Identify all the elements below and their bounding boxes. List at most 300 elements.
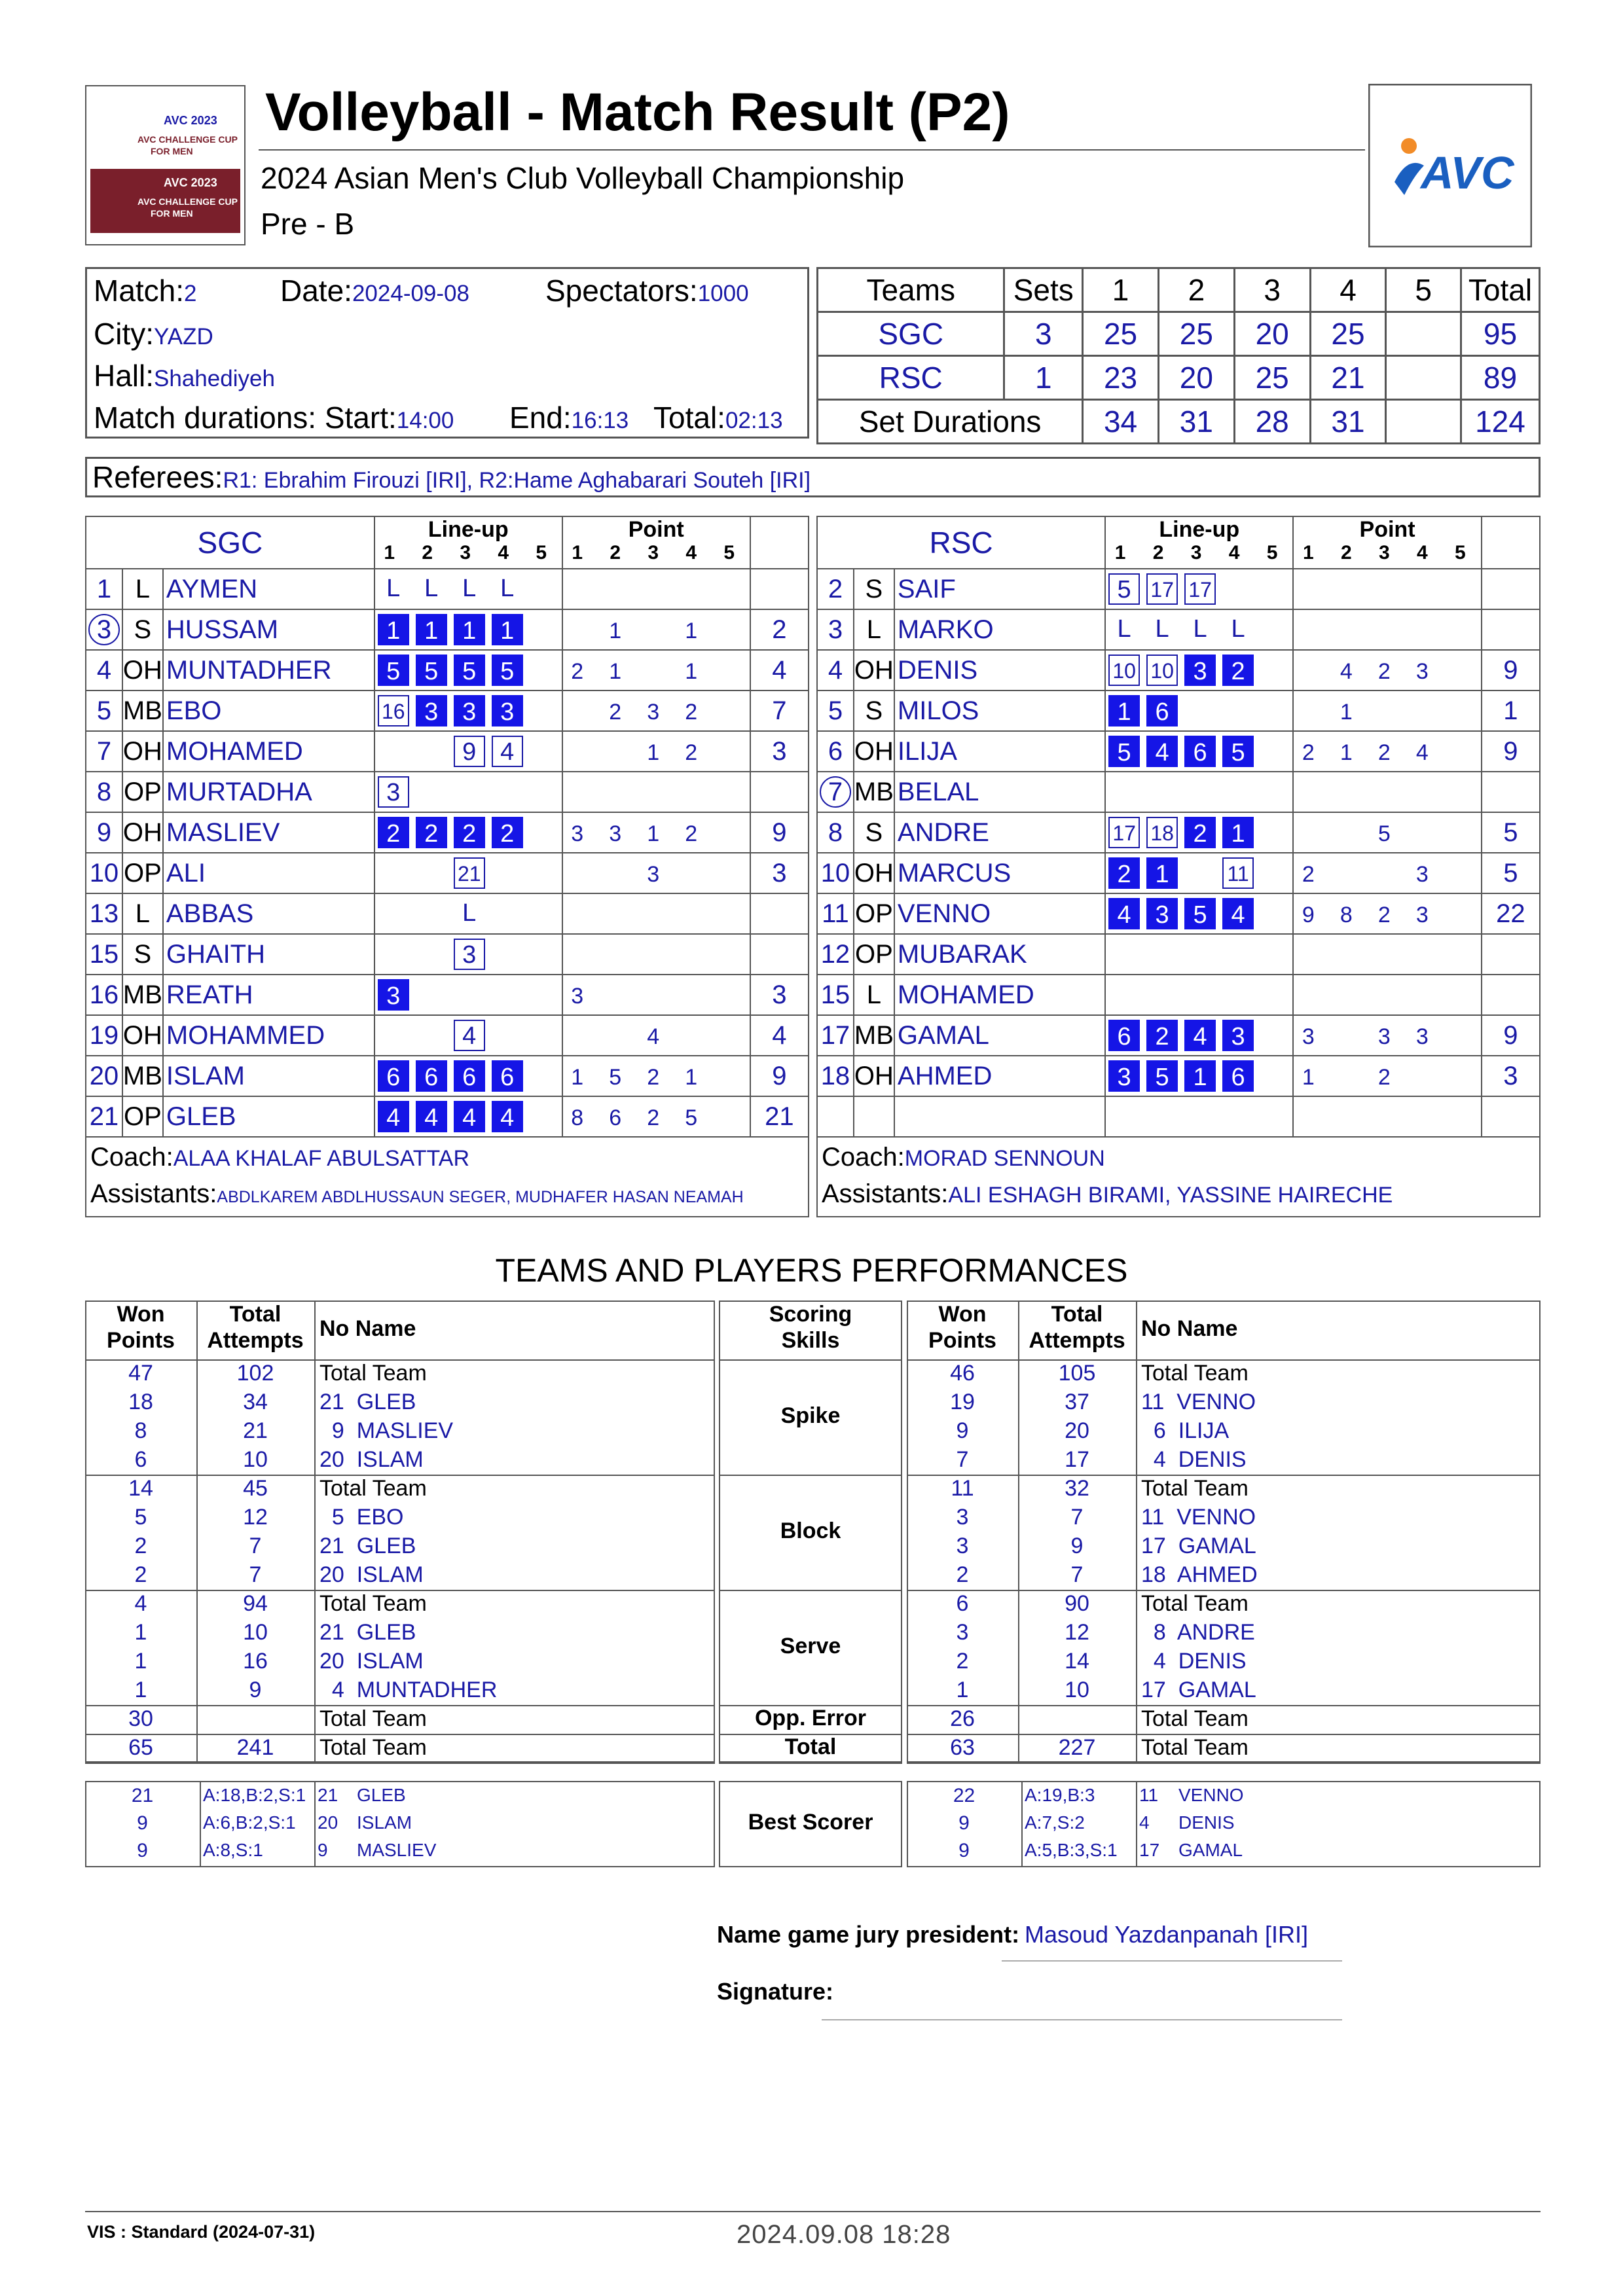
best-breakdown: A:8,S:1 — [203, 1840, 263, 1860]
player-number: 16 — [86, 975, 122, 1015]
set-score: 25 — [1234, 356, 1310, 400]
lineup-position: 4 — [492, 1101, 523, 1132]
lineup-position: 5 — [1184, 898, 1216, 929]
lineup-position: 6 — [1108, 1020, 1140, 1051]
lineup-position: 3 — [1222, 1020, 1254, 1051]
set-points — [562, 934, 750, 975]
player-position: OH — [122, 812, 163, 853]
set-point-value: 3 — [1415, 903, 1429, 927]
set-point-value: 9 — [1302, 903, 1315, 927]
set-point-value: 3 — [647, 862, 660, 887]
col-set4: 4 — [1310, 268, 1386, 312]
player-row — [817, 609, 1540, 650]
player-total: 1 — [1482, 691, 1540, 731]
best-breakdown: A:19,B:3 — [1025, 1785, 1095, 1805]
best-name: GAMAL — [1178, 1840, 1243, 1860]
set-point-value: 8 — [571, 1105, 584, 1130]
set-durations-label: Set Durations — [818, 400, 1083, 444]
round-name: Pre - B — [261, 207, 355, 241]
player-row — [817, 934, 1540, 975]
set-number: 4 — [1228, 542, 1240, 564]
player-label: 20 ISLAM — [319, 1447, 424, 1472]
player-name: MOHAMED — [163, 731, 374, 772]
perf-col-rule — [1021, 1781, 1023, 1867]
set-score-table — [816, 267, 1541, 444]
lineup-cells — [374, 650, 562, 691]
lineup-position: 11 — [1222, 857, 1254, 889]
lineup-position: 3 — [378, 979, 409, 1011]
player-total — [1482, 609, 1540, 650]
player-position: OH — [854, 731, 894, 772]
assistants-name: ABDLKAREM ABDLHUSSAUN SEGER, MUDHAFER HASAN NEAMAH — [217, 1188, 744, 1206]
player-row — [817, 893, 1540, 934]
total-attempts: 37 — [1065, 1390, 1089, 1414]
set-points — [1293, 691, 1481, 731]
player-name: BELAL — [894, 772, 1105, 812]
won-points: 4 — [134, 1591, 147, 1616]
best-scorer-label: Best Scorer — [748, 1810, 873, 1835]
player-number: 13 — [86, 893, 122, 934]
player-name: AYMEN — [163, 569, 374, 609]
player-label: 4 DENIS — [1141, 1649, 1247, 1674]
player-number: 1 — [86, 569, 122, 609]
player-number: 19 — [86, 1015, 122, 1056]
won-header: Won — [938, 1302, 987, 1327]
won-points: 19 — [950, 1390, 975, 1414]
player-row — [86, 975, 809, 1015]
player-name: MUBARAK — [894, 934, 1105, 975]
lineup-cells — [1105, 650, 1293, 691]
page-title: Volleyball - Match Result (P2) — [265, 82, 1010, 142]
player-name: MARCUS — [894, 853, 1105, 893]
player-label: Total Team — [1141, 1735, 1249, 1760]
set-point-value: 2 — [685, 700, 698, 725]
player-position: L — [122, 893, 163, 934]
set-number: 4 — [1417, 542, 1428, 564]
set-point-value: 5 — [609, 1065, 622, 1090]
col-set1: 1 — [1083, 268, 1159, 312]
lineup-position: L — [462, 575, 477, 602]
total-duration: 124 — [1461, 400, 1539, 444]
lineup-position: 4 — [378, 1101, 409, 1132]
lineup-cells — [374, 1096, 562, 1137]
set-score — [1386, 356, 1461, 400]
player-label: Total Team — [319, 1361, 427, 1386]
player-total — [1482, 934, 1540, 975]
best-name: ISLAM — [357, 1812, 412, 1833]
lineup-position: 3 — [454, 939, 485, 970]
player-name: SAIF — [894, 569, 1105, 609]
signature-line — [822, 2019, 1342, 2020]
player-row — [817, 691, 1540, 731]
won-points: 26 — [950, 1706, 975, 1731]
total-attempts: 7 — [249, 1534, 262, 1558]
player-number: 8 — [817, 812, 854, 853]
perf-col-rule — [314, 1300, 316, 1763]
set-durations-row — [818, 400, 1540, 444]
won-header: Points — [107, 1328, 175, 1353]
player-name: GLEB — [163, 1096, 374, 1137]
lineup-position: 1 — [454, 614, 485, 645]
roster-sgc — [85, 516, 809, 1217]
lineup-cells — [1105, 853, 1293, 893]
won-points: 8 — [134, 1418, 147, 1443]
player-position: MB — [122, 975, 163, 1015]
player-total: 9 — [1482, 1015, 1540, 1056]
set-points — [562, 1056, 750, 1096]
lineup-position: 1 — [1184, 1060, 1216, 1092]
won-points: 18 — [128, 1390, 153, 1414]
player-row — [86, 1015, 809, 1056]
set-points — [562, 853, 750, 893]
lineup-position: 18 — [1146, 817, 1178, 848]
player-position: S — [854, 569, 894, 609]
player-total — [1482, 1096, 1540, 1137]
match-label: Match: — [94, 274, 185, 308]
set-number: 2 — [610, 542, 621, 564]
player-total — [1482, 975, 1540, 1015]
set-duration: 31 — [1310, 400, 1386, 444]
start-time: 14:00 — [396, 408, 454, 433]
print-timestamp: 2024.09.08 18:28 — [737, 2220, 951, 2249]
player-name: GAMAL — [894, 1015, 1105, 1056]
player-number: 20 — [86, 1056, 122, 1096]
lineup-position: 5 — [454, 655, 485, 686]
player-position: S — [854, 812, 894, 853]
lineup-position: 10 — [1146, 655, 1178, 686]
set-points — [562, 731, 750, 772]
perf-col-rule — [200, 1781, 201, 1867]
lineup-cells — [374, 812, 562, 853]
player-number: 10 — [817, 853, 854, 893]
player-number: 21 — [86, 1096, 122, 1137]
lineup-position: 5 — [492, 655, 523, 686]
sets-won: 1 — [1004, 356, 1083, 400]
set-point-value: 2 — [1377, 659, 1391, 684]
lineup-position: 6 — [1184, 736, 1216, 767]
won-points: 30 — [128, 1706, 153, 1731]
set-point-value: 1 — [685, 659, 698, 684]
player-total: 9 — [1482, 650, 1540, 691]
roster-team-name: RSC — [817, 516, 1105, 569]
point-header — [562, 516, 750, 569]
footer-divider — [85, 2211, 1541, 2212]
won-header: Won — [117, 1302, 165, 1327]
player-label: 9 MASLIEV — [319, 1418, 454, 1443]
player-label: 20 ISLAM — [319, 1649, 424, 1674]
set-point-value: 2 — [685, 740, 698, 765]
lineup-cells — [1105, 893, 1293, 934]
player-label: 4 MUNTADHER — [319, 1677, 498, 1702]
coach-name: MORAD SENNOUN — [904, 1146, 1105, 1171]
player-label: 18 AHMED — [1141, 1562, 1258, 1587]
player-name: HUSSAM — [163, 609, 374, 650]
player-total: 3 — [1482, 1056, 1540, 1096]
total-attempts: 20 — [1065, 1418, 1089, 1443]
set-points — [1293, 772, 1481, 812]
player-position — [854, 1096, 894, 1137]
won-points: 63 — [950, 1735, 975, 1760]
won-points: 11 — [951, 1476, 974, 1501]
player-name: ILIJA — [894, 731, 1105, 772]
lineup-label: Line-up — [428, 517, 509, 542]
set-number: 3 — [460, 542, 471, 564]
lineup-cells — [374, 1056, 562, 1096]
lineup-position: 5 — [1108, 736, 1140, 767]
player-total: 3 — [750, 975, 809, 1015]
set-points — [562, 975, 750, 1015]
set-number: 2 — [1152, 542, 1164, 564]
attempts-header: Total — [1051, 1302, 1103, 1327]
col-total: Total — [1461, 268, 1539, 312]
player-row — [86, 812, 809, 853]
player-name: VENNO — [894, 893, 1105, 934]
player-row — [86, 731, 809, 772]
end-label: End: — [509, 401, 572, 435]
best-number: 11 — [1139, 1785, 1159, 1805]
score-row-sgc — [818, 312, 1540, 356]
total-attempts: 14 — [1065, 1649, 1089, 1674]
player-label: Total Team — [1141, 1476, 1249, 1501]
lineup-position: 3 — [1146, 898, 1178, 929]
set-point-value: 1 — [609, 619, 622, 643]
best-number: 17 — [1139, 1840, 1160, 1860]
coach-label: Coach: — [822, 1143, 905, 1172]
lineup-position: 4 — [416, 1101, 447, 1132]
city-label: City: — [94, 317, 154, 351]
player-label: 17 GAMAL — [1141, 1534, 1256, 1558]
set-number: 5 — [536, 542, 547, 564]
coach-box — [816, 1138, 1541, 1217]
match-date: 2024-09-08 — [352, 281, 469, 306]
player-label: 21 GLEB — [319, 1390, 416, 1414]
player-position: L — [122, 569, 163, 609]
set-points — [562, 772, 750, 812]
skill-header: Scoring — [769, 1302, 852, 1327]
lineup-header — [374, 516, 562, 569]
set-point-value: 3 — [1415, 862, 1429, 887]
player-number: 11 — [817, 893, 854, 934]
player-total: 5 — [1482, 812, 1540, 853]
player-label: Total Team — [319, 1706, 427, 1731]
total-attempts: 16 — [243, 1649, 268, 1674]
player-row — [817, 1096, 1540, 1137]
set-score: 25 — [1310, 312, 1386, 356]
won-points: 1 — [134, 1620, 147, 1645]
lineup-position: 4 — [492, 736, 523, 767]
player-total — [750, 893, 809, 934]
perf-rule — [719, 1359, 902, 1361]
player-position: MB — [854, 772, 894, 812]
won-points: 5 — [134, 1505, 147, 1530]
total-attempts: 90 — [1065, 1591, 1089, 1616]
player-row — [86, 772, 809, 812]
svg-text:AVC 2023: AVC 2023 — [164, 176, 217, 189]
lineup-cells — [374, 975, 562, 1015]
coach-label: Coach: — [90, 1143, 173, 1172]
set-points — [1293, 1096, 1481, 1137]
set-duration — [1386, 400, 1461, 444]
player-position: S — [854, 691, 894, 731]
score-row-rsc — [818, 356, 1540, 400]
best-points: 9 — [958, 1840, 970, 1861]
won-points: 47 — [128, 1361, 153, 1386]
set-point-value: 2 — [685, 821, 698, 846]
set-point-value: 5 — [1377, 821, 1391, 846]
player-number: 10 — [86, 853, 122, 893]
set-point-value: 2 — [1377, 1065, 1391, 1090]
lineup-position: 6 — [416, 1060, 447, 1092]
lineup-cells — [1105, 975, 1293, 1015]
set-points — [562, 609, 750, 650]
best-points: 9 — [137, 1840, 148, 1861]
lineup-position: 4 — [1222, 898, 1254, 929]
player-name: MUNTADHER — [163, 650, 374, 691]
player-total: 7 — [750, 691, 809, 731]
player-position: L — [854, 975, 894, 1015]
player-number: 17 — [817, 1015, 854, 1056]
perf-col-rule — [1136, 1300, 1137, 1763]
set-score — [1386, 312, 1461, 356]
col-set2: 2 — [1158, 268, 1234, 312]
player-name: ALI — [163, 853, 374, 893]
lineup-cells — [1105, 609, 1293, 650]
won-points: 14 — [128, 1476, 153, 1501]
skill-name: Opp. Error — [754, 1706, 867, 1731]
set-point-value: 5 — [685, 1105, 698, 1130]
player-total — [1482, 772, 1540, 812]
player-position: OP — [122, 853, 163, 893]
player-position: OH — [854, 650, 894, 691]
player-name: GHAITH — [163, 934, 374, 975]
best-points: 21 — [131, 1785, 154, 1806]
total-attempts: 45 — [243, 1476, 268, 1501]
won-points: 65 — [128, 1735, 153, 1760]
lineup-position: 2 — [1146, 1020, 1178, 1051]
roster-team-name: SGC — [86, 516, 374, 569]
lineup-position: 2 — [454, 817, 485, 848]
match-info-box — [85, 267, 809, 439]
lineup-position: 6 — [454, 1060, 485, 1092]
set-points — [1293, 609, 1481, 650]
total-attempts: 94 — [243, 1591, 268, 1616]
lineup-position: 3 — [416, 695, 447, 726]
total-attempts: 7 — [1070, 1562, 1084, 1587]
set-point-value: 2 — [1302, 862, 1315, 887]
lineup-cells — [374, 853, 562, 893]
set-number: 3 — [1379, 542, 1390, 564]
player-label: Total Team — [319, 1591, 427, 1616]
player-total: 4 — [750, 650, 809, 691]
coach-box — [85, 1138, 809, 1217]
player-name: MURTADHA — [163, 772, 374, 812]
player-number: 7 — [86, 731, 122, 772]
best-breakdown: A:7,S:2 — [1025, 1812, 1085, 1833]
svg-text:FOR MEN: FOR MEN — [151, 208, 193, 219]
total-points: 89 — [1461, 356, 1539, 400]
player-position: OP — [854, 934, 894, 975]
name-header: No Name — [319, 1316, 416, 1341]
player-number: 5 — [817, 691, 854, 731]
lineup-position: 16 — [378, 695, 409, 726]
set-points — [1293, 1015, 1481, 1056]
player-row — [86, 1096, 809, 1137]
total-attempts: 9 — [249, 1677, 262, 1702]
set-point-value: 2 — [647, 1105, 660, 1130]
set-points — [562, 812, 750, 853]
lineup-position: 17 — [1146, 573, 1178, 605]
won-points: 9 — [956, 1418, 969, 1443]
set-point-value: 3 — [609, 821, 622, 846]
player-number: 5 — [86, 691, 122, 731]
roster-table — [816, 516, 1541, 1138]
lineup-position: 2 — [492, 817, 523, 848]
player-row — [86, 934, 809, 975]
won-points: 2 — [956, 1562, 969, 1587]
lineup-position: 3 — [1108, 1060, 1140, 1092]
player-name: MILOS — [894, 691, 1105, 731]
lineup-position: L — [1193, 615, 1207, 643]
roster-header — [86, 516, 809, 569]
set-point-value: 1 — [1340, 740, 1353, 765]
player-number: 8 — [86, 772, 122, 812]
player-position: MB — [122, 691, 163, 731]
col-teams: Teams — [818, 268, 1004, 312]
lineup-position: L — [1231, 615, 1245, 643]
best-points: 9 — [958, 1812, 970, 1834]
set-number: 3 — [1190, 542, 1202, 564]
lineup-position: L — [500, 575, 515, 602]
set-point-value: 1 — [1340, 700, 1353, 725]
lineup-position: 6 — [1222, 1060, 1254, 1092]
set-points — [562, 650, 750, 691]
lineup-position: 2 — [1184, 817, 1216, 848]
set-number: 5 — [723, 542, 735, 564]
referees-box — [85, 457, 1541, 497]
coach-name: ALAA KHALAF ABULSATTAR — [173, 1146, 469, 1171]
set-point-value: 1 — [647, 821, 660, 846]
lineup-position: 3 — [378, 776, 409, 808]
player-row — [817, 731, 1540, 772]
lineup-cells — [1105, 1056, 1293, 1096]
svg-text:FOR MEN: FOR MEN — [151, 146, 193, 156]
lineup-cells — [374, 893, 562, 934]
captain-number: 7 — [820, 776, 851, 808]
set-point-value: 1 — [685, 619, 698, 643]
set-number: 2 — [1341, 542, 1352, 564]
won-points: 6 — [956, 1591, 969, 1616]
won-points: 2 — [134, 1562, 147, 1587]
svg-text:AVC CHALLENGE CUP: AVC CHALLENGE CUP — [137, 134, 238, 145]
lineup-position: 4 — [1146, 736, 1178, 767]
roster-header — [817, 516, 1540, 569]
player-label: 6 ILIJA — [1141, 1418, 1230, 1443]
set-number: 1 — [1114, 542, 1126, 564]
set-number: 2 — [422, 542, 433, 564]
player-number — [86, 609, 122, 650]
total-attempts: 21 — [243, 1418, 268, 1443]
attempts-header: Total — [229, 1302, 282, 1327]
player-position: OH — [122, 731, 163, 772]
set-number: 1 — [572, 542, 583, 564]
won-points: 7 — [956, 1447, 969, 1472]
set-point-value: 4 — [1340, 659, 1353, 684]
roster-table — [85, 516, 809, 1138]
set-points — [1293, 853, 1481, 893]
player-total — [1482, 569, 1540, 609]
total-label: Total: — [653, 401, 725, 435]
total-attempts: 17 — [1065, 1447, 1089, 1472]
